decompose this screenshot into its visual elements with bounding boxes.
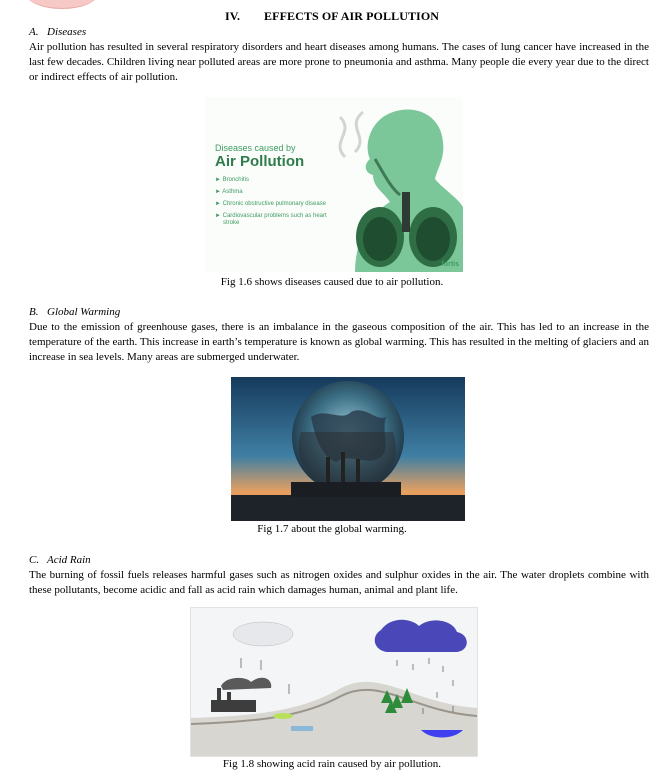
section-title: EFFECTS OF AIR POLLUTION xyxy=(264,9,440,23)
infographic-title-line2: Air Pollution xyxy=(215,153,305,170)
subsection-heading-acid-rain xyxy=(29,554,91,566)
infographic-item: ► Bronchitis xyxy=(215,177,249,183)
subsection-title: Global Warming xyxy=(47,306,121,318)
global-warming-illustration xyxy=(231,377,465,521)
section-number: IV. xyxy=(224,9,241,23)
subsection-letter: B. xyxy=(29,306,39,318)
subsection-heading-global-warming xyxy=(29,306,120,318)
figure-acid-rain xyxy=(190,607,478,757)
brand-logo: fortis xyxy=(441,261,459,268)
subsection-title: Acid Rain xyxy=(47,554,91,566)
paragraph-diseases: Air pollution has resulted in several respiratory disorders and heart diseases among humans. The cases of lung cancer have increased in the last few decades. Children living near polluted areas are more prone to pneumonia and asthma. Many people die every year due to the direct or indirect effects of air pollution. xyxy=(29,41,649,83)
infographic-item: ► Chronic obstructive pulmonary disease xyxy=(215,201,326,207)
paragraph-global-warming: Due to the emission of greenhouse gases, there is an imbalance in the gaseous composition of the air. This has led to an increase in the temperature of the earth. This increase in earth’s temperature is known as global warming. This has resulted in the melting of glaciers and an increase in sea levels. Many areas are submerged underwater. xyxy=(29,321,649,363)
figure-caption-acid-rain: Fig 1.8 showing acid rain caused by air pollution. xyxy=(222,758,442,770)
section-heading xyxy=(0,9,664,24)
subsection-title: Diseases xyxy=(47,26,87,38)
infographic-list xyxy=(215,177,340,227)
subsection-heading-diseases xyxy=(29,26,86,38)
infographic-item: ► Cardiovascular problems such as heart stroke xyxy=(215,213,327,226)
figure-diseases xyxy=(205,97,463,272)
infographic-item: ► Asthma xyxy=(215,189,243,195)
figure-global-warming xyxy=(231,377,465,521)
figure-caption-global-warming: Fig 1.7 about the global warming. xyxy=(257,523,407,535)
paragraph-acid-rain: The burning of fossil fuels releases harmful gases such as nitrogen oxides and sulphur oxides in the air. The water droplets combine with these pollutants, become acidic and fall as acid rain which damages human, animal and plant life. xyxy=(29,569,649,596)
figure-caption-diseases: Fig 1.6 shows diseases caused due to air pollution. xyxy=(220,276,444,288)
infographic-title-line1: Diseases caused by xyxy=(215,143,296,153)
acid-rain-diagram xyxy=(191,608,477,756)
subsection-letter: A. xyxy=(29,26,39,38)
header-decoration xyxy=(25,0,99,9)
subsection-letter: C. xyxy=(29,554,40,566)
